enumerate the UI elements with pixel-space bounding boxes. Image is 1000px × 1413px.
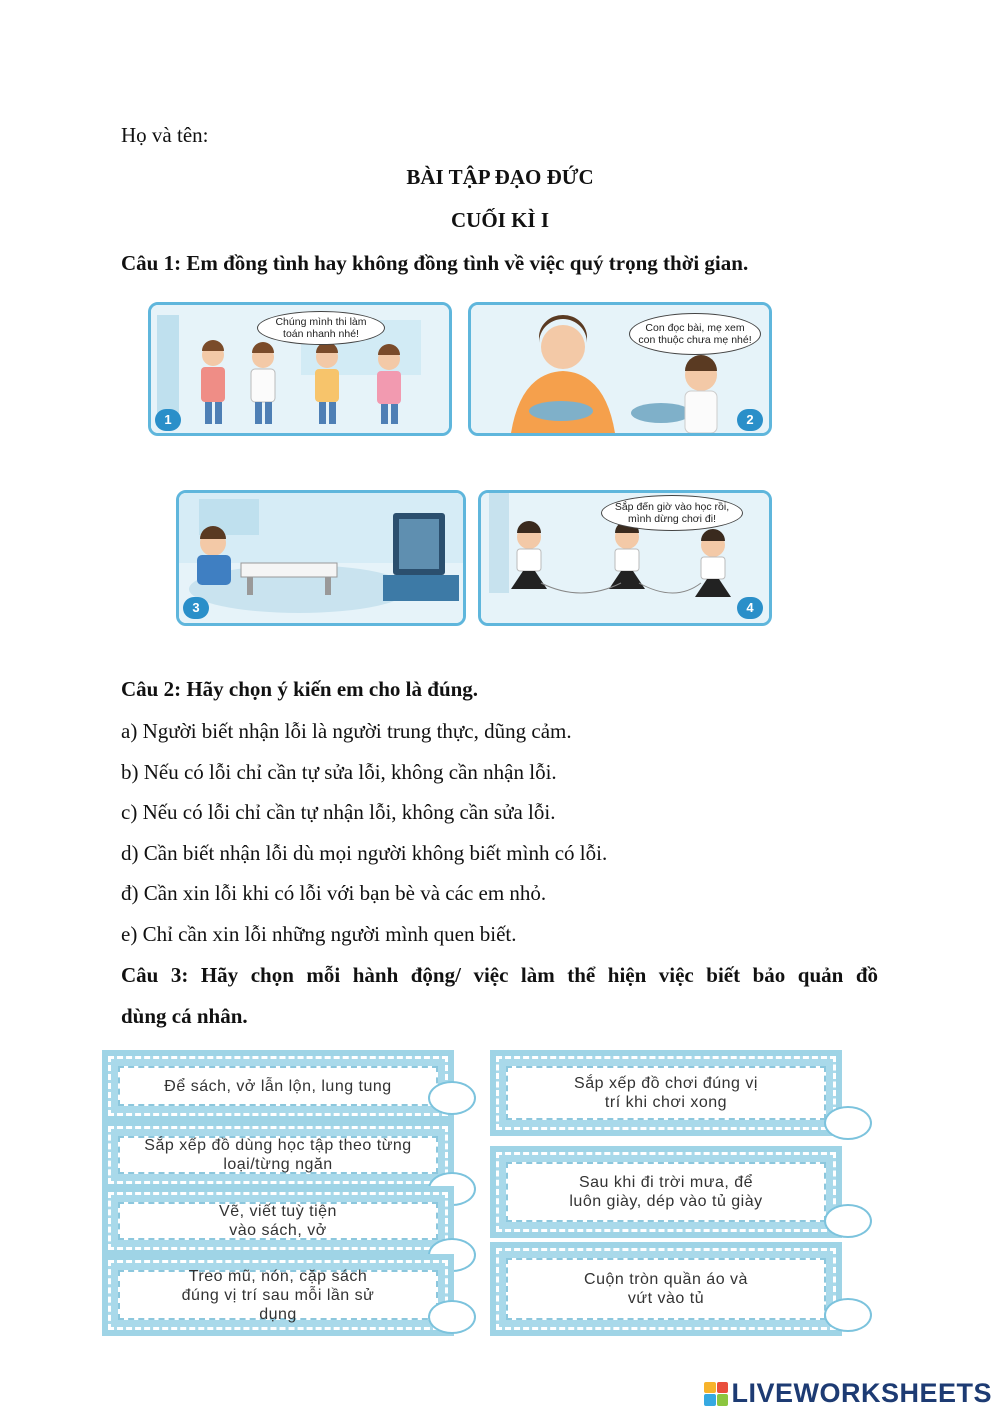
liveworksheets-logo	[704, 1378, 992, 1409]
q3-left-card-2	[108, 1126, 448, 1184]
panel-3-number: 3	[183, 597, 209, 619]
q3-right-card-1	[496, 1056, 836, 1130]
liveworksheets-brand: LIVEWORKSHEETS	[731, 1378, 992, 1408]
q3-left-card-2-text: Sắp xếp đồ dùng học tập theo từng loại/từng ngăn	[118, 1136, 438, 1174]
panel-2-speech: Con đọc bài, mẹ xem con thuộc chưa mẹ nhé!	[629, 313, 761, 355]
page-title: BÀI TẬP ĐẠO ĐỨC	[406, 165, 594, 189]
q3-right-checkbox-2[interactable]	[824, 1204, 872, 1238]
liveworksheets-logo-icon	[704, 1382, 728, 1406]
page-subtitle: CUỐI KÌ I	[450, 208, 550, 232]
name-label: Họ và tên:	[121, 123, 209, 147]
q3-left-card-4	[108, 1260, 448, 1330]
q1-panel-3	[176, 490, 466, 626]
q3-left-card-4-text: Treo mũ, nón, cặp sách đúng vị trí sau mỗi lần sử dụng	[118, 1270, 438, 1320]
q2-option-c[interactable]: c) Nếu có lỗi chỉ cần tự nhận lỗi, không cần sửa lỗi.	[121, 800, 556, 824]
panel-1-number: 1	[155, 409, 181, 431]
q1-panel-2	[468, 302, 772, 436]
q2-option-e[interactable]: e) Chỉ cần xin lỗi những người mình quen biết.	[121, 922, 517, 946]
panel-1-speech: Chúng mình thi làm toán nhanh nhé!	[257, 311, 385, 345]
q3-right-card-2	[496, 1152, 836, 1232]
q2-option-d[interactable]: d) Cần biết nhận lỗi dù mọi người không biết mình có lỗi.	[121, 841, 608, 865]
q3-left-checkbox-1[interactable]	[428, 1081, 476, 1115]
q1-panel-1	[148, 302, 452, 436]
q3-left-card-3-text: Vẽ, viết tuỳ tiện vào sách, vở	[118, 1202, 438, 1240]
panel-3-illustration	[179, 493, 463, 623]
q2-prompt: Câu 2: Hãy chọn ý kiến em cho là đúng.	[121, 677, 479, 701]
q3-right-card-3	[496, 1248, 836, 1330]
q3-right-card-2-text: Sau khi đi trời mưa, để luôn giày, dép vào tủ giày	[506, 1162, 826, 1222]
q3-right-card-1-text: Sắp xếp đồ chơi đúng vị trí khi chơi xong	[506, 1066, 826, 1120]
q3-prompt-line1: Câu 3: Hãy chọn mỗi hành động/ việc làm thể hiện việc biết bảo quản đồ	[121, 963, 878, 987]
panel-2-number: 2	[737, 409, 763, 431]
q2-option-a[interactable]: a) Người biết nhận lỗi là người trung thực, dũng cảm.	[121, 719, 572, 743]
q3-left-card-1	[108, 1056, 448, 1116]
q3-left-card-3	[108, 1192, 448, 1250]
q3-right-checkbox-1[interactable]	[824, 1106, 872, 1140]
panel-4-speech: Sắp đến giờ vào học rồi, mình dừng chơi đi!	[601, 495, 743, 531]
q1-prompt: Câu 1: Em đồng tình hay không đồng tình về việc quý trọng thời gian.	[121, 251, 749, 275]
q1-panel-4	[478, 490, 772, 626]
q3-prompt-line2: dùng cá nhân.	[121, 1004, 248, 1028]
q3-left-checkbox-4[interactable]	[428, 1300, 476, 1334]
q2-option-b[interactable]: b) Nếu có lỗi chỉ cần tự sửa lỗi, không cần nhận lỗi.	[121, 760, 557, 784]
q3-right-card-3-text: Cuộn tròn quần áo và vứt vào tủ	[506, 1258, 826, 1320]
q3-left-card-1-text: Để sách, vở lẫn lộn, lung tung	[118, 1066, 438, 1106]
q3-right-checkbox-3[interactable]	[824, 1298, 872, 1332]
panel-4-number: 4	[737, 597, 763, 619]
q2-option-dd[interactable]: đ) Cần xin lỗi khi có lỗi với bạn bè và các em nhỏ.	[121, 881, 547, 905]
